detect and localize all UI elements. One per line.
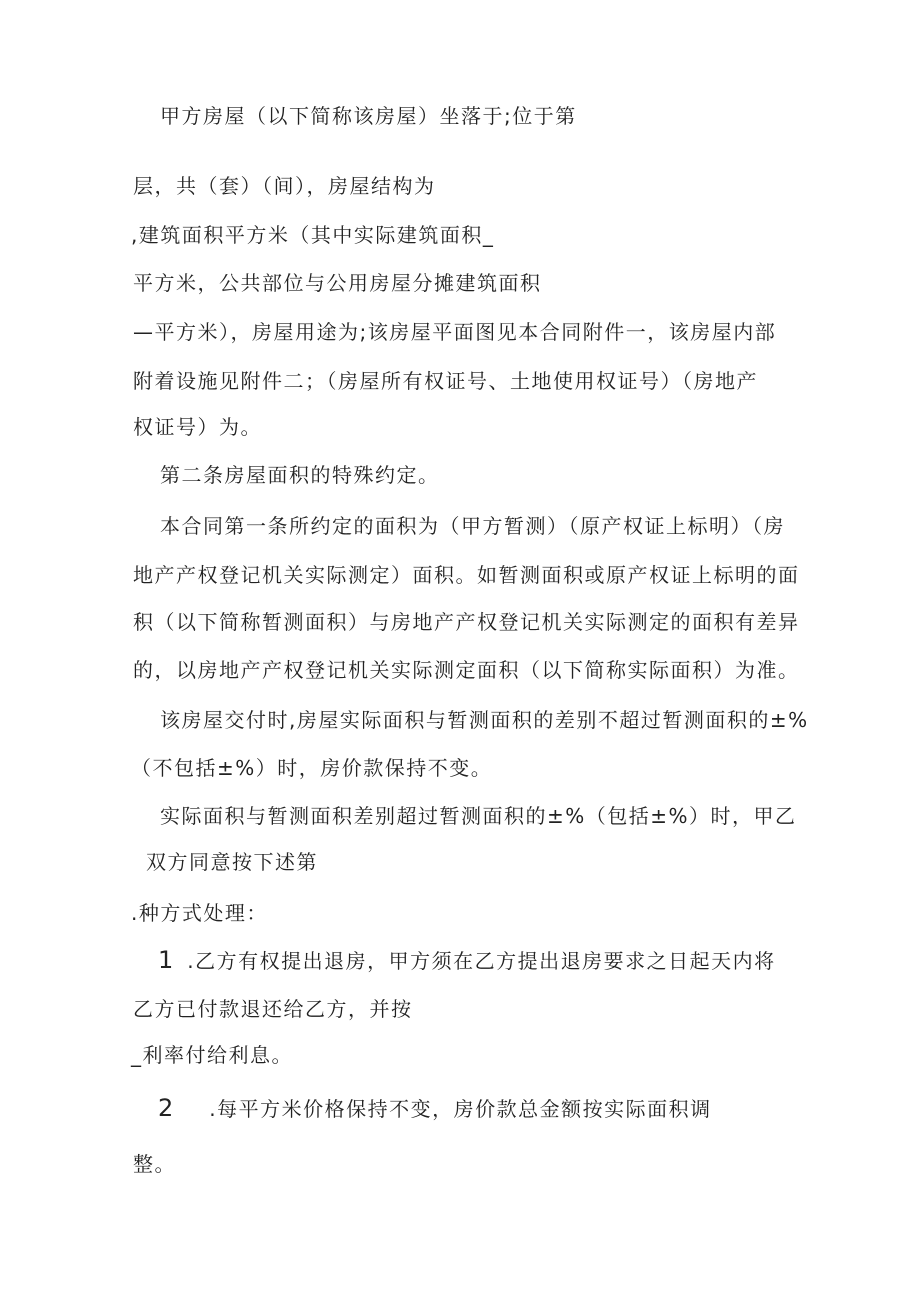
text-line: 层，共（套）（间），房屋结构为 [133,174,436,198]
list-item-text: .每平方米价格保持不变，房价款总金额按实际面积调 [209,1097,712,1121]
text-line: 的，以房地产产权登记机关实际测定面积（以下简称实际面积）为准。 [133,658,800,682]
text-line: 地产产权登记机关实际测定）面积。如暂测面积或原产权证上标明的面 [133,563,800,587]
list-item [158,1094,712,1123]
text-line: 平方米，公共部位与公用房屋分摊建筑面积 [133,271,542,295]
text-line: 积（以下简称暂测面积）与房地产产权登记机关实际测定的面积有差异 [133,610,800,634]
text-line: 双方同意按下述第 [146,850,318,874]
text-line: 权证号）为。 [133,415,262,439]
text-line: —平方米），房屋用途为;该房屋平面图见本合同附件一，该房屋内部 [133,320,777,344]
text-line: ,建筑面积平方米（其中实际建筑面积_ [131,223,495,247]
text-line: 实际面积与暂测面积差别超过暂测面积的±%（包括±%）时，甲乙 [160,804,797,828]
list-item [158,946,776,975]
list-item-number: 2 [158,1094,174,1122]
list-item-text: .乙方有权提出退房，甲方须在乙方提出退房要求之日起天内将 [187,949,776,973]
text-line: 乙方已付款退还给乙方，并按 [133,997,413,1021]
text-line: _利率付给利息。 [131,1043,293,1067]
text-line: （不包括±%）时，房价款保持不变。 [131,756,493,780]
text-line: 附着设施见附件二；（房屋所有权证号、土地使用权证号）（房地产 [133,369,758,393]
text-line: 该房屋交付时,房屋实际面积与暂测面积的差别不超过暂测面积的±% [160,708,809,732]
text-line: 本合同第一条所约定的面积为（甲方暂测）（原产权证上标明）（房 [160,514,785,538]
text-line: 甲方房屋（以下简称该房屋）坐落于;位于第 [160,104,577,128]
text-line: 整。 [133,1152,176,1176]
list-item-number: 1 [158,946,174,974]
section-heading: 第二条房屋面积的特殊约定。 [160,463,440,487]
text-line: .种方式处理： [131,901,268,925]
